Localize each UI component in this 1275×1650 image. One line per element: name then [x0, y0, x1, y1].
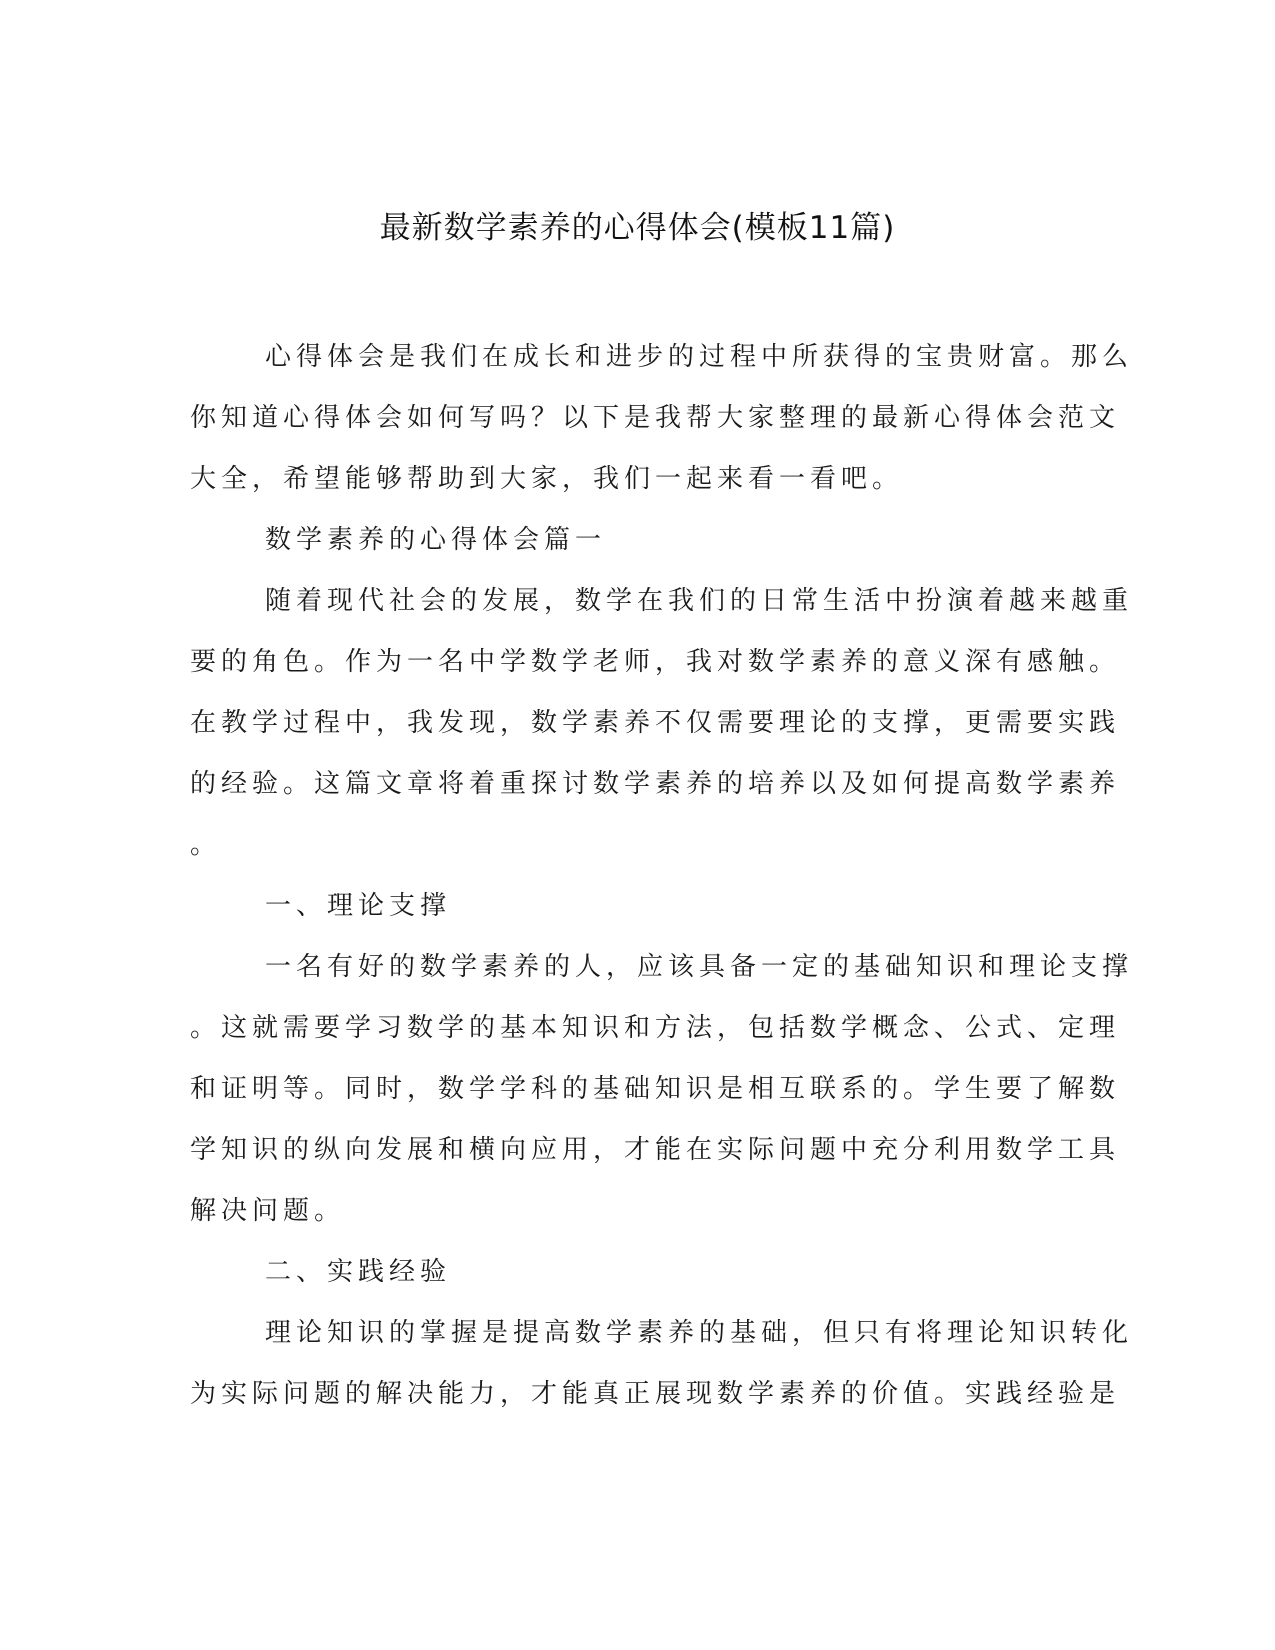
paragraph-line: 。 [190, 830, 222, 860]
paragraph-line: 在教学过程中，我发现，数学素养不仅需要理论的支撑，更需要实践 [190, 708, 1121, 738]
intro-paragraph-line-1: 心得体会是我们在成长和进步的过程中所获得的宝贵财富。那么 [265, 342, 1134, 372]
paragraph-line: 理论知识的掌握是提高数学素养的基础，但只有将理论知识转化 [265, 1318, 1134, 1348]
paragraph-line: 一名有好的数学素养的人，应该具备一定的基础知识和理论支撑 [265, 952, 1134, 982]
paragraph-line: 和证明等。同时，数学学科的基础知识是相互联系的。学生要了解数 [190, 1074, 1121, 1104]
paragraph-line: 的经验。这篇文章将着重探讨数学素养的培养以及如何提高数学素养 [190, 769, 1121, 799]
section-heading-part-one: 数学素养的心得体会篇一 [265, 525, 607, 555]
paragraph-line: 。这就需要学习数学的基本知识和方法，包括数学概念、公式、定理 [190, 1013, 1121, 1043]
paragraph-line: 解决问题。 [190, 1196, 346, 1226]
document-body [190, 327, 1134, 1425]
paragraph-line: 要的角色。作为一名中学数学老师，我对数学素养的意义深有感触。 [190, 647, 1121, 677]
subheading-practice-experience: 二、实践经验 [265, 1257, 452, 1287]
subheading-theory-support: 一、理论支撑 [265, 891, 452, 921]
intro-paragraph-line-3: 大全，希望能够帮助到大家，我们一起来看一看吧。 [190, 464, 904, 494]
paragraph-line: 随着现代社会的发展，数学在我们的日常生活中扮演着越来越重 [265, 586, 1134, 616]
paragraph-line: 学知识的纵向发展和横向应用，才能在实际问题中充分利用数学工具 [190, 1135, 1121, 1165]
document-title: 最新数学素养的心得体会(模板11篇) [379, 210, 896, 246]
paragraph-line: 为实际问题的解决能力，才能真正展现数学素养的价值。实践经验是 [190, 1379, 1121, 1409]
intro-paragraph-line-2: 你知道心得体会如何写吗？以下是我帮大家整理的最新心得体会范文 [190, 403, 1121, 433]
